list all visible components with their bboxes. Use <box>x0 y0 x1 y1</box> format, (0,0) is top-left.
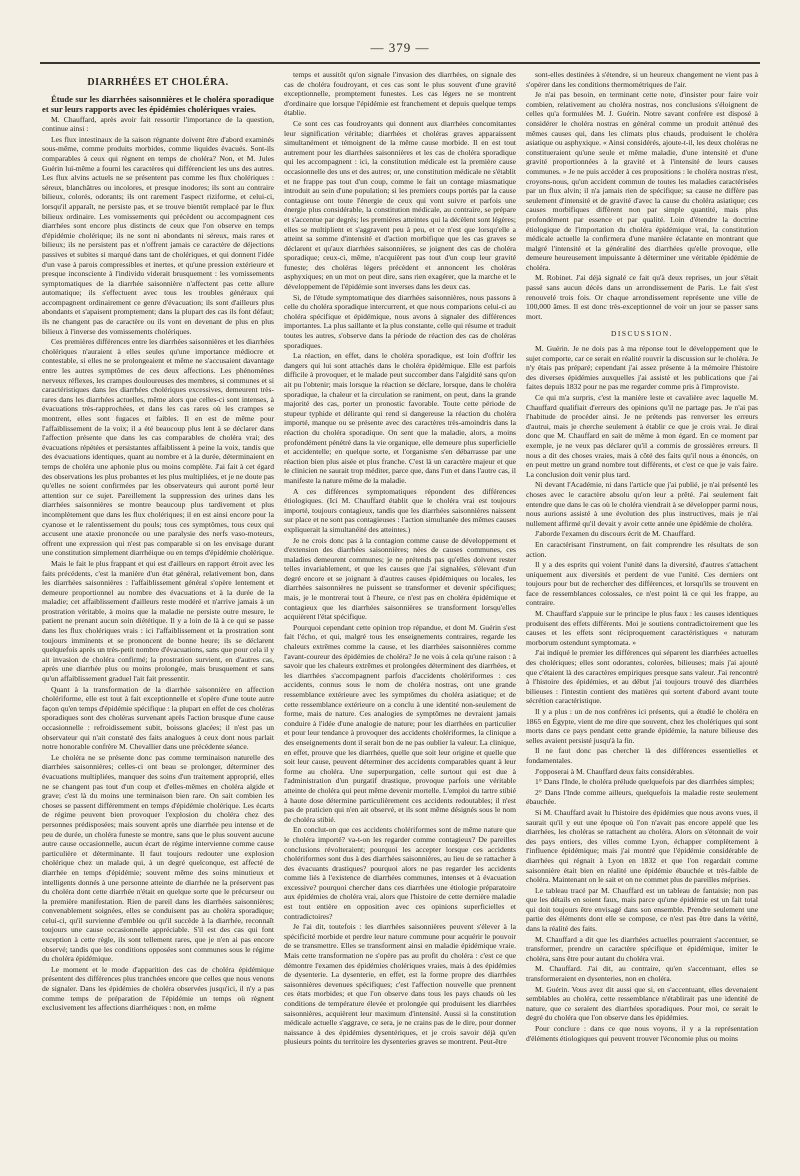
column-2 <box>284 70 516 1160</box>
paragraph: temps et aussitôt qu'on signale l'invasion des diarrhées, on signale des cas de choléra foudroyant, et ces cas sont le plus souvent d'une gravité exceptionnelle, promptement funestes. Les cas légers ne se montrent d'ordinaire que lorsque l'épidémie est franchement et depuis quelque temps établie. <box>284 70 516 118</box>
column-1 <box>42 70 274 1160</box>
paragraph: Ce qui m'a surpris, c'est la manière leste et cavalière avec laquelle M. Chauffard qualifiait d'erreurs des opinions qu'il ne partage pas. Je n'ai pas l'habitude de procéder ainsi. Je ne prétends pas renverser les erreurs d'autrui, mais je cherche seulement à établir ce que je crois vrai. Je dirai donc que M. Chauffard en sait de même à mon égard. En ce moment par exemple, je ne veux pas déclarer qu'il a commis de grossières erreurs. Il nous a dit des choses vraies, mais à côté des faits qu'il nous a énoncés, on en peut mettre un grand nombre tout différents, et c'est ce que je vais faire. La conclusion doit venir plus tard. <box>526 393 758 479</box>
paragraph: 2° Dans l'Inde comme ailleurs, quelquefois la maladie reste seulement ébauchée. <box>526 787 758 807</box>
paragraph: Le moment et le mode d'apparition des cas de choléra épidémique présentent des différences plus tranchées encore que celles que nous venons de signaler. Dans les épidémies de choléra observées jusqu'ici, il n'y a pas comme temps de préparation de l'épidémie un temps où règnent exclusivement les affections diarrhéiques : non, en même <box>42 964 274 1013</box>
paragraph: Pour conclure : dans ce que nous voyons, il y a la représentation d'éléments étiologiques qui peuvent trouver l'économie plus ou moins <box>526 1024 758 1043</box>
paragraph: Je l'ai dit, toutefois : les diarrhées saisonnières peuvent s'élever à la spécificité morbide et perdre leur nature commune pour acquérir le pouvoir de se transmettre. Elles se transforment ainsi en maladie épidémique vraie. Mais cette transformation ne s'opère pas au profit du choléra : c'est ce que démontre l'examen des épidémies cholériques vraies, mais à des épidémies de dysenterie. La dysenterie, en effet, est la forme propre des diarrhées saisonnières devenues spécifiques; c'est l'affection nouvelle que prennent ces états morbides; et que l'on observe dans tous les pays chauds où les conditions de température élevée et prolongée qui produisent les diarrhées saisonnières, acquièrent leur maximum d'intensité. Aussi si la constitution médicale actuelle s'aggrave, ce sera, je ne crains pas de le dire, pour donner naissance à des épidémies dysentériques, et je crois savoir déjà qu'en plusieurs points du territoire les dysenteries graves se montrent. Peut-être <box>284 922 516 1047</box>
paragraph: Je ne crois donc pas à la contagion comme cause de développement et d'extension des diarrhées saisonnières; nées de causes communes, ces maladies demeurent communes; je ne prétends pas qu'elles doivent rester telles invariablement, et que les causes que j'ai signalées, s'élevant d'un degré encore et se joignant à d'autres causes épidémiques ou locales, les diarrhées saisonnières ne puissent se transformer et devenir spécifiques; mais, je le montrerai tout à l'heure, ce n'est pas en choléra épidémique et contagieux que les diarrhées saisonnières se transforment lorsqu'elles acquièrent l'état spécifique. <box>284 535 516 622</box>
paragraph: A ces différences symptomatiques répondent des différences étiologiques. (Ici M. Chauffard établit que le choléra vrai est toujours importé, toujours contagieux, tandis que les diarrhées saisonnières naissent sur place et ne sont pas contagieuses : l'action simultanée des mêmes causes expliquerait la simultanéité des atteintes.) <box>284 486 516 534</box>
paragraph: Je n'ai pas besoin, en terminant cette note, d'insister pour faire voir combien, relativement au choléra nostras, nos conclusions s'éloignent de celles qu'a formulées M. J. Guérin. Notre savant confrère est disposé à considérer le choléra nostras en général comme un produit atténué des mêmes causes qui, dans les climats plus chauds, produisent le choléra asiatique ou asphyxique. « Ainsi considérés, ajoute-t-il, les deux choléras ne constitueraient qu'une seule et même maladie, d'une intensité et d'une gravité proportionnées à la gravité et à l'intensité de leurs causes communes. » Je ne puis accéder à ces propositions : le choléra nostras n'est, croyons-nous, qu'un accident commun de toutes les maladies caractérisées par un flux alvin; il n'a jamais rien de spécifique; sa cause ne diffère pas seulement d'intensité et de gravité d'avec la cause du choléra asiatique; ces causes morbifiques diffèrent non par simple quantité, mais plus profondément par essence et par qualité. Loin d'étendre la doctrine étiologique de l'importation du choléra épidémique vrai, la constitution médicale actuelle la confirmera d'une manière éclatante en montrant que malgré l'intensité et la généralité des diarrhées qu'elle provoque, elle demeure heureusement impuissante à déterminer une véritable épidémie de choléra. <box>526 90 758 272</box>
paragraph: En caractérisant l'instrument, on fait comprendre les résultats de son action. <box>526 539 758 559</box>
paragraph: La réaction, en effet, dans le choléra sporadique, est loin d'offrir les dangers qui lui sont attachés dans le choléra épidémique. Elle est parfois difficile à provoquer, et le malade peut succomber dans l'algidité sans qu'on ait pu l'obtenir; mais lorsque la réaction se déclare, lorsque, dans le choléra sporadique, la chaleur et la circulation se raniment, on peut, dans la grande majorité des cas, porter un pronostic favorable. Toute cette période de stupeur typhide et délirante qui rend si dangereuse la réaction du choléra importé, manque ou se présente avec des caractères très-amoindris dans la réaction du choléra sporadique. On sent que la maladie, alors, a moins profondément pénétré dans la vie organique, elle demeure plus superficielle et accidentelle; en quelque sorte, et l'organisme s'en débarrasse par une réaction bien plus aisée et plus franche. C'est là un caractère majeur et que le clinicien ne saurait trop méditer, parce que, dans l'un et dans l'autre cas, il manifeste la nature même de la maladie. <box>284 351 516 485</box>
paragraph: M. Chauffard s'appuie sur le principe le plus faux : les causes identiques produisent des effets différents. Moi je soutiens contradictoirement que les causes et les effets sont réciproquement caractéristiques « naturam morborum ostendunt symptomata. » <box>526 609 758 647</box>
paragraph: M. Robinet. J'ai déjà signalé ce fait qu'à deux reprises, un jour s'était passé sans aucun décès dans un arrondissement de Paris. Le fait s'est renouvelé trois fois. Or chaque arrondissement représente une ville de 100,000 âmes. Il est donc très-exceptionnel de voir un jour se passer sans mort. <box>526 273 758 321</box>
paragraph: Il ne faut donc pas chercher là des différences essentielles et fondamentales. <box>526 746 758 765</box>
column-3 <box>526 70 758 1160</box>
paragraph: Il y a plus : un de nos confrères ici présents, qui a étudié le choléra en 1865 en Égypte, vient de me dire que souvent, chez les cholériques qui sont morts dans ce pays pendant cette grande épidémie, la nature bilieuse des selles avaient persisté jusqu'à la fin. <box>526 707 758 745</box>
paragraph: Mais le fait le plus frappant et qui est d'ailleurs en rapport étroit avec les faits précédents, c'est la manière d'un état général, relativement bon, dans les diarrhées saisonnières : l'affaiblissement général s'opère lentement et demeure proportionnel au nombre des évacuations et à la durée de la maladie; cet affaiblissement d'ailleurs reste modéré et n'arrive jamais à un prostration véritable, à moins que la maladie ne persiste outre mesure, le patient ne prenant aucun soin diététique. Il y a loin de là à ce qui se passe dans les flux cholériques vrais : ici l'affaiblissement et la prostration sont toujours imminents et se prononcent de bonne heure; ils se déclarent quelquefois après un très-petit nombre d'évacuations, sans que pour cela il y ait invasion de choléra confirmé; la prostration survient, en d'autres cas, après une diarrhée plus ou moins prolongée, mais brusquement et sans qu'un affaiblissement graduel l'ait fait pressentir. <box>42 558 274 684</box>
paragraph: J'opposerai à M. Chauffard deux faits considérables. <box>535 766 694 776</box>
paragraph: Ce sont ces cas foudroyants qui donnent aux diarrhées concomitantes leur signification véritable; diarrhées et choléras graves apparaissent simultanément et témoignent de la même cause morbide. Il en est tout autrement pour les diarrhées saisonnières et les cas de choléra sporadique qui les accompagnent : ici, la constitution médicale est la première cause occasionnelle des uns et des autres; or, une constitution médicale ne s'établit et ne frappe pas tout d'un coup, comme le fait un contage miasmatique introduit au sein d'une population; si les premiers coups portés par la cause contagieuse ont toute l'énergie de ceux qui vont suivre et parfois une énergie plus considérable, la constitution médicale, au contraire, se prépare et s'accentue par degrés; les premières atteintes qui la décèlent sont légères; elles se multiplient et s'aggravent peu à peu, et ce n'est que lorsqu'elle a atteint sa somme d'intensité et d'action morbifique que les cas graves se déclarent et qu'aux diarrhées saisonnières, se joignent des cas de choléra sporadique; ceux-ci, même, n'acquièrent pas tout d'un coup leur gravité funeste; des choléras légers précèdent et annoncent les choléras asphyxiques; en un mot on peut dire, sans rien exagérer, que la marche et le développement de l'épidémie sont inverses dans les deux cas. <box>284 118 516 292</box>
paragraph: Ces premières différences entre les diarrhées saisonnières et les diarrhées cholériques n'auraient à elles seules qu'une importance médiocre et contestable, si elles ne se prolongeaient et même ne s'accusaient davantage entre les autres symptômes de ces deux affections. Les phénomènes nerveux réflexes, les crampes douloureuses des membres, si communes et si caractéristiques dans les diarrhées cholériques excessives, demeurent très-rares dans les diarrhées actuelles, même alors que celles-ci sont intenses, à évacuations très-rapprochées, et dans les cas rares où les crampes se montrent, elles sont fugaces et faibles. Il en est de même pour l'affaiblissement de la voix; il a été beaucoup plus lent à se déclarer dans l'affection présente que dans les cas comparables de choléra vrai; des évacuations répétées et persistantes affaiblissent à peine la voix, tandis que des évacuations identiques, quant au nombre et à la durée, déterminaient en temps de choléra une aphonie plus ou moins complète. J'ai fait à cet égard des observations les plus probantes et les plus multipliées, et je ne doute pas qu'elles ne soient confirmées par les observateurs qui auront porté leur attention sur ce sujet. Pareillement la suppression des urines dans les diarrhées saisonnières se montre beaucoup plus tardivement et plus incomplètement que dans les flux cholériques; il en est ainsi encore pour la cyanose et le ralentissement du pouls; tous ces symptômes, tous ceux qui accusent une ataxie prononcée ou une paralysie des nerfs vaso-moteurs, offrent une expression qui n'est pas comparable si on les envisage durant une constitution simplement diarrhéique ou en temps d'épidémie cholérique. <box>42 337 274 558</box>
article-title: Étude sur les diarrhées saisonnières et le choléra sporadique et sur leurs rapports avec les épidémies cholériques vraies. <box>42 93 274 114</box>
paragraph: Le choléra ne se présente donc pas comme terminaison naturelle des diarrhées saisonnières; celles-ci ont beau se prolonger, déterminer des évacuations multipliées, manquer des soins d'un traitement approprié, elles ne se changent pas tout d'un coup et d'elles-mêmes en choléra algide et grave; c'est là du moins une terminaison bien rare. On sait combien les choses se passent différemment en temps d'épidémie cholérique. Les écarts de régime peuvent bien provoquer l'explosion du choléra chez des personnes prédisposées; mais souvent après une diarrhée peu intense et de peu de durée, un choléra funeste se montre, sans que le plus souvent aucune autre cause occasionnelle, aucun écart de régime intervienne comme cause particulière et déterminante. Il faut toujours redouter une explosion cholérique chez un malade qui, à un degré quelconque, est affecté de diarrhée en temps d'épidémie; souvent même des soins minutieux et intelligents donnés à une personne atteinte de diarrhée ne la préservent pas du choléra dont cette diarrhée n'était en quelque sorte que le précurseur ou la première manifestation. Rien de pareil dans les diarrhées saisonnières; convenablement soignées, elles se conduisent pas au choléra sporadique; celui-ci, qu'il survienne d'emblée ou qu'il succède à la diarrhée, reconnaît toujours une cause occasionnelle appréciable. S'il est des cas qui font exception à cette règle, ils sont tellement rares, que je n'en ai pas encore observé; tandis que les conditions opposées sont communes sous le régime du choléra épidémique. <box>42 752 274 964</box>
paragraph: Les flux intestinaux de la saison régnante doivent être d'abord examinés sous-même, comme produits morbides, comme liquides évacués. Sont-ils comparables à ceux qui règnent en temps de choléra? Non, et M. Jules Guérin lui-même a fourni les caractères qui différencient les uns des autres. Les flux alvins actuels ne se présentent pas comme les flux cholériques : séreux, blanchâtres ou incolores, et presque inodores; ils sont au contraire bilieux, colorés, odorants; ils ont rarement l'aspect riziforme, et celui-ci, lorsqu'il apparaît, ne persiste pas, et se trouve bientôt remplacé par le flux bilieux ordinaire. Les vomissements qui précèdent ou accompagnent ces diarrhées sont encore plus distincts de ceux que l'on observe en temps d'épidémie cholérique; ils ne sont ni abondants ni séreux, mais rares et bilieux; ils ne persistent pas et n'offrent jamais ce caractère de déjections passives et subites si marqué dans tant de cholériques, et qui donnent l'idée d'un vase à parois compressibles et inertes, et qu'une pression extérieure et presque inconsciente à l'individu viderait brusquement : les vomissements symptomatiques de la diarrhée saisonnière n'affectent pas cette allure automatique; ils s'effectuent avec tous les troubles généraux qui accompagnent ordinairement ce genre d'évacuation; ils sont d'ailleurs plus abondants et s'apaisent promptement; dans la plupart des cas ils font défaut; ils ne changent pas de caractère ou ils vont en devenant de plus en plus bilieux à l'inverse des vomissements cholériques. <box>42 134 274 336</box>
paragraph: 1° Dans l'Inde, le choléra prélude quelquefois par des diarrhées simples; <box>535 777 755 787</box>
section-heading: DIARRHÉES ET CHOLÉRA. <box>87 77 229 88</box>
paragraph: Si, de l'étude symptomatique des diarrhées saisonnières, nous passons à celle du choléra sporadique intercurrent, et que nous comparions celui-ci au choléra spécifique et épidémique, nous avons à signaler des différences importantes. La plus saillante et la plus constante, celle qui résume et traduit toutes les autres, s'observe dans la période de réaction des cas de choléras sporadiques. <box>284 292 516 350</box>
paragraph: M. Chauffard. J'ai dit, au contraire, qu'en s'accentuant, elles se transformeraient en dysenteries, non en choléra. <box>526 964 758 984</box>
paragraph: M. Guérin. Je ne dois pas à ma réponse tout le développement que le sujet comporte, car ce serait en réalité rouvrir la discussion sur le choléra. Je n'y étais pas préparé; cependant j'ai assez présente à la mémoire l'histoire des diverses épidémies auxquelles j'ai assisté et les publications que j'ai faites depuis 1832 pour ne pas me regarder comme pris à l'improviste. <box>526 344 758 392</box>
paragraph: Si M. Chauffard avait lu l'histoire des épidémies que nous avons vues, il saurait qu'il y eut une époque où l'on n'avait pas encore appelé que les diarrhées, les choléras se rattachent au choléra. Alors on s'étonnait de voir des pays entiers, des villes comme Lyon, échapper complètement à l'influence épidémique; mais j'ai montré que l'épidémie considérable de diarrhées qui régnait à Lyon en 1832 et que l'on regardait comme saisonnière était bien en réalité une épidémie ébauchée et très-faible de choléra. Maintenant on le sait et on ne commet plus de pareilles méprises. <box>526 807 758 885</box>
discussion-heading: DISCUSSION. <box>611 329 673 339</box>
paragraph: Quant à la transformation de la diarrhée saisonnière en affection cholériforme, elle est tout à fait exceptionnelle et s'opère d'une toute autre façon qu'en temps d'épidémie spécifique : la plupart en effet de ces choléras sporadiques sont des choléras survenant après l'action brusque d'une cause occasionnelle : refroidissement subit, boissons glacées; il n'est pas un observateur qui n'ait constaté des faits analogues à ceux dont nous parlait notre honorable confrère M. Chevallier dans une précédente séance. <box>42 684 274 752</box>
paragraph: En conclut-on que ces accidents cholériformes sont de même nature que le choléra importé? va-t-on les regarder comme contagieux? De pareilles conclusions révolteraient; pourquoi les accepter lorsque ces accidents cholériformes sont dus à des diarrhées saisonnières, au lieu de se rattacher à des évacuants drastiques? pourquoi alors ne pas regarder les accidents comme liés à l'existence de diarrhées communes, intenses et à évacuation excessive? pourquoi chercher dans ces diarrhées une étiologie préparatoire aux épidémies de choléra vrai, alors que l'histoire de cette dernière maladie est tout entière en opposition avec ces opinions superficielles et contradictoires? <box>284 825 516 921</box>
paragraph: J'ai indiqué le premier les différences qui séparent les diarrhées actuelles des cholériques; elles sont odorantes, colorées, bilieuses; mais j'ai ajouté que c'étaient là des caractères empiriques presque sans valeur. J'ai rencontré à l'histoire des épidémies, et au début j'ai toujours trouvé des diarrhées bilieuses : l'intestin contient des matières qui sortent d'abord avant toute sécrétion caractéristique. <box>526 648 758 706</box>
paragraph: M. Chauffard a dit que les diarrhées actuelles pourraient s'accentuer, se transformer, prendre un caractère spécifique et épidémique, imiter le choléra, sans être pour autant du choléra vrai. <box>526 934 758 963</box>
paragraph: Il y a des esprits qui voient l'unité dans la diversité, d'autres s'attachent uniquement aux diversités et perdent de vue l'unité. Ces derniers ont toujours pour but de rechercher des différences, et lorsqu'ils se trouvent en face de ressemblances colossales, ce n'est point là ce qui les frappe, au contraire. <box>526 560 758 608</box>
paragraph: Ni devant l'Académie, ni dans l'article que j'ai publié, je n'ai présenté les choses avec le caractère absolu qu'on leur a prêté. J'ai seulement fait entendre que dans le cas où le choléra viendrait à se développer parmi nous, nous aurions assisté à une évolution des plus instructives, mais je n'ai nullement affirmé qu'il devait y avoir cette année une épidémie de choléra. <box>526 480 758 528</box>
paragraph: Pourquoi cependant cette opinion trop répandue, et dont M. Guérin s'est fait l'écho, et qui, malgré tous les enseignements contraires, regarde les chaleurs extrêmes comme la cause, et les diarrhées saisonnières comme l'avant-coureur des épidémies de choléra? Je ne vois à cela qu'une raison : à savoir que les chaleurs extrêmes et prolongées déterminent des diarrhées, et les diarrhées s'accompagnent parfois d'accidents cholériformes : ces accidents, connus sous le nom de choléra nostras, ont une grande ressemblance extérieure avec les symptômes du choléra asiatique; et de cette ressemblance extérieure on a conclu à une identité non-seulement de forme, mais de nature. Ces analogies de symptômes ne devraient jamais conduire à l'idée d'une analogie de nature; pour les diarrhées en particulier et pour leur tendance à provoquer des accidents cholériformes, la clinique a des enseignements dont il serait bon de ne pas oublier la valeur. La clinique, en effet, prouve que les diarrhées, quelle que soit leur origine et quelle que soit leur cause, peuvent déterminer des accidents comparables quant à leur forme au choléra. Une superpurgation, celle surtout qui est due à l'administration d'un purgatif drastique, provoque parfois une véritable atteinte de choléra qui peut même devenir mortelle. L'emploi du tartre stibié à haute dose détermine particulièrement ces accidents redoutables; il n'est pas de praticien qui n'en ait observé, et ils sont même désignés sous le nom de choléra stibié. <box>284 622 516 824</box>
paragraph: Le tableau tracé par M. Chauffard est un tableau de fantaisie; non pas que les détails en soient faux, mais parce qu'une épidémie est un fait total qui doit toujours être envisagé dans son ensemble. Prendre seulement une partie des éléments dont elle se compose, ce n'est pas être dans la vérité, dans la réalité des faits. <box>526 885 758 934</box>
paragraph: J'aborde l'examen du discours écrit de M. Chauffard. <box>535 529 696 539</box>
header-rule <box>40 62 760 64</box>
paragraph: M. Chauffard, après avoir fait ressortir l'importance de la question, continue ainsi : <box>42 114 274 134</box>
paragraph: M. Guérin. Vous avez dit aussi que si, en s'accentuant, elles devenaient semblables au choléra, cette ressemblance n'établirait pas une identité de nature, que ce seraient des diarrhées sporadiques. Pour moi, ce serait le degré du choléra que l'on observe dans les épidémies. <box>526 984 758 1023</box>
page-number: — 379 — <box>370 40 430 55</box>
paragraph: sont-elles destinées à s'étendre, si un heureux changement ne vient pas à s'opérer dans les conditions thermométriques de l'air. <box>526 70 758 89</box>
